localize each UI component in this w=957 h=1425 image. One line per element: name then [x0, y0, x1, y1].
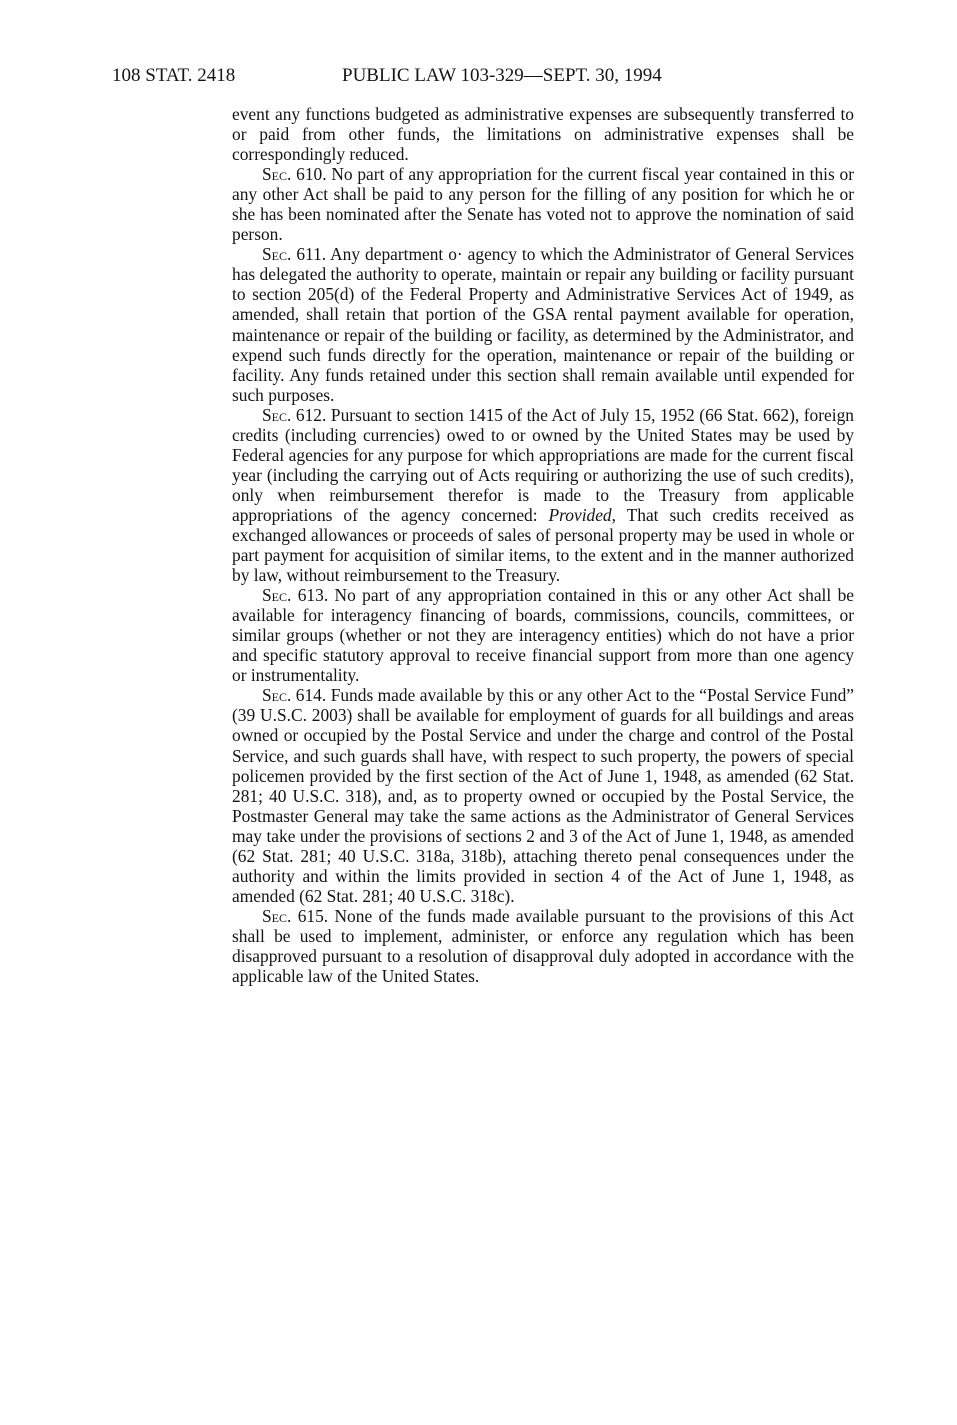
- section-text: No part of any appropriation for the current fiscal year contained in this or any other Act shall be paid to any person for the filling of any position for which he or she has been nominated after the Senate has voted not to approve the nomination of said person.: [232, 164, 854, 245]
- section-number: Sec. 614.: [262, 685, 327, 706]
- section-text-before-proviso: Pursuant to section 1415 of the Act of July 15, 1952 (66 Stat. 662), foreign credits (including currencies) owed to or owned by the United States may be used by Federal agencies for any purpose for which appropriations are made for the current fiscal year (including the carrying out of Acts requiring or authorizing the use of such credits), only when reimbursement therefor is made to the Treasury from applicable appropriations of the agency concerned:: [232, 404, 854, 525]
- section-text: Funds made available by this or any other Act to the “Postal Service Fund” (39 U.S.C. 2003) shall be available for employment of guards for all buildings and areas owned or occupied by the Postal Service and under the charge and control of the Postal Service, and such guards shall have, with respect to such property, the powers of special policemen provided by the first section of the Act of June 1, 1948, as amended (62 Stat. 281; 40 U.S.C. 318), and, as to property owned or occupied by the Postal Service, the Postmaster General may take the same actions as the Administrator of General Services may take under the provisions of sections 2 and 3 of the Act of June 1, 1948, as amended (62 Stat. 281; 40 U.S.C. 318a, 318b), attaching thereto penal consequences under the authority and within the limits provided in section 4 of the Act of June 1, 1948, as amended (62 Stat. 281; 40 U.S.C. 318c).: [232, 685, 854, 906]
- section-number: Sec. 615.: [262, 905, 329, 926]
- paragraph-text: event any functions budgeted as administrative expenses are subsequently transferred to or paid from other funds, the limitations on administrative expenses shall be correspondingly reduced.: [232, 104, 854, 165]
- section-number: Sec. 613.: [262, 585, 329, 606]
- page-header: [112, 62, 832, 90]
- section-610: [232, 164, 854, 244]
- section-text: Any department o· agency to which the Administrator of General Services has delegated the authority to operate, maintain or repair any building or facility pursuant to section 205(d) of the Federal Property and Administrative Services Act of 1949, as amended, shall retain that portion of the GSA rental payment available for operation, maintenance or repair of the building or facility, as determined by the Administrator, and expend such funds directly for the operation, maintenance or repair of the building or facility. Any funds retained under this section shall remain available until expended for such purposes.: [232, 244, 854, 405]
- section-number: Sec. 612.: [262, 404, 327, 425]
- body-text: [232, 104, 854, 986]
- paragraph-continuation: [232, 104, 854, 164]
- public-law-citation: PUBLIC LAW 103-329—SEPT. 30, 1994: [342, 65, 662, 86]
- section-text: None of the funds made available pursuant to the provisions of this Act shall be used to implement, administer, or enforce any regulation which has been disapproved pursuant to a resolution of disapproval duly adopted in accordance with the applicable law of the United States.: [232, 905, 855, 987]
- section-611: [232, 244, 854, 404]
- section-613: [232, 585, 854, 685]
- section-text-after-proviso: That such credits received as exchanged allowances or proceeds of sales of personal property may be used in whole or part payment for acquisition of similar items, to the extent and in the manner authorized by law, without reimbursement to the Treasury.: [232, 504, 854, 586]
- section-615: [232, 906, 854, 986]
- proviso-word: Provided,: [548, 504, 616, 525]
- section-number: Sec. 610.: [262, 164, 327, 185]
- statute-page-number: 108 STAT. 2418: [112, 65, 236, 86]
- section-612: [232, 405, 854, 585]
- section-number: Sec. 611.: [262, 244, 327, 265]
- section-614: [232, 685, 854, 906]
- section-text: No part of any appropriation contained in this or any other Act shall be available for interagency financing of boards, commissions, councils, committees, or similar groups (whether or not they are interagency entities) which do not have a prior and specific statutory approval to receive financial support from more than one agency or instrumentality.: [232, 585, 854, 686]
